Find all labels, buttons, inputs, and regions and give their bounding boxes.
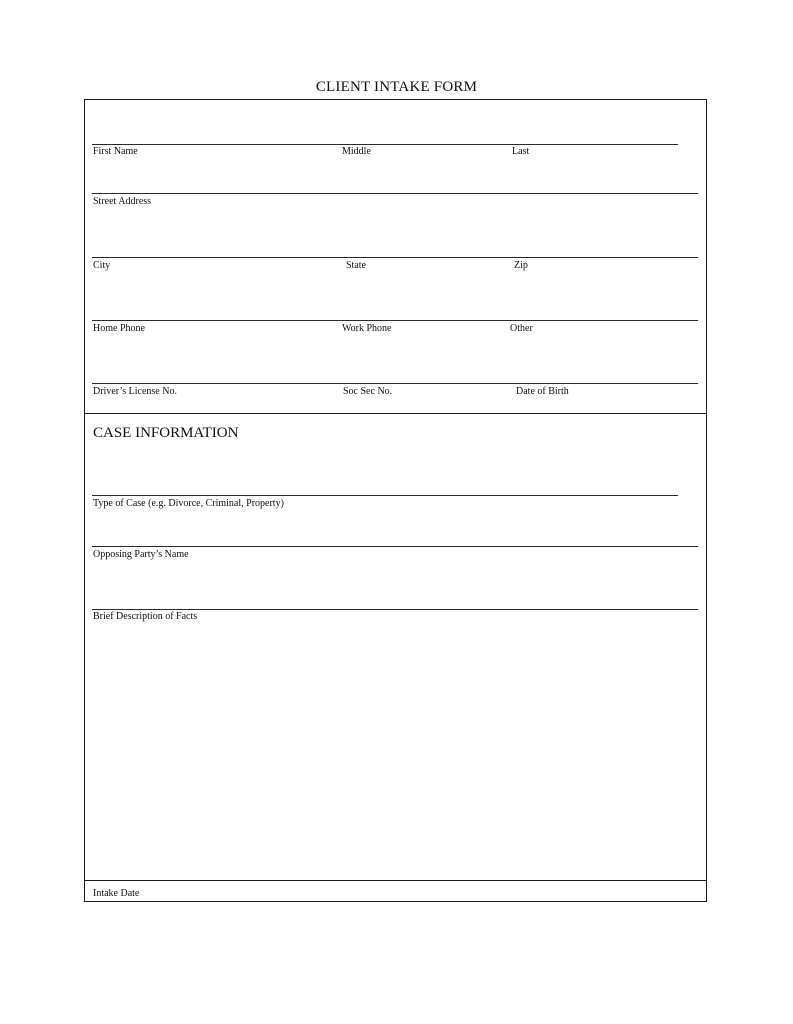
opposing-party-line[interactable] bbox=[92, 546, 698, 547]
phone-line[interactable] bbox=[92, 320, 698, 321]
zip-label: Zip bbox=[514, 260, 528, 271]
soc-sec-label: Soc Sec No. bbox=[343, 386, 393, 397]
street-address-line[interactable] bbox=[92, 193, 698, 194]
brief-description-line[interactable] bbox=[92, 609, 698, 610]
date-of-birth-label: Date of Birth bbox=[516, 386, 569, 397]
case-information-heading: CASE INFORMATION bbox=[93, 425, 239, 441]
other-phone-label: Other bbox=[510, 323, 533, 334]
home-phone-label: Home Phone bbox=[93, 323, 145, 334]
type-of-case-label: Type of Case (e.g. Divorce, Criminal, Property) bbox=[93, 498, 284, 509]
brief-description-label: Brief Description of Facts bbox=[93, 611, 198, 622]
first-name-label: First Name bbox=[93, 146, 138, 157]
street-address-label: Street Address bbox=[93, 196, 152, 207]
middle-name-label: Middle bbox=[342, 146, 371, 157]
work-phone-label: Work Phone bbox=[342, 323, 392, 334]
city-label: City bbox=[93, 260, 111, 271]
intake-date-line[interactable] bbox=[84, 880, 707, 881]
section-divider bbox=[84, 413, 707, 414]
opposing-party-label: Opposing Party’s Name bbox=[93, 549, 189, 560]
last-name-label: Last bbox=[512, 146, 530, 157]
name-line[interactable] bbox=[92, 144, 678, 145]
state-label: State bbox=[346, 260, 366, 271]
city-state-zip-line[interactable] bbox=[92, 257, 698, 258]
form-title: CLIENT INTAKE FORM bbox=[315, 79, 478, 95]
drivers-license-label: Driver’s License No. bbox=[93, 386, 177, 397]
type-of-case-line[interactable] bbox=[92, 495, 678, 496]
id-info-line[interactable] bbox=[92, 383, 698, 384]
intake-date-label: Intake Date bbox=[93, 888, 140, 899]
